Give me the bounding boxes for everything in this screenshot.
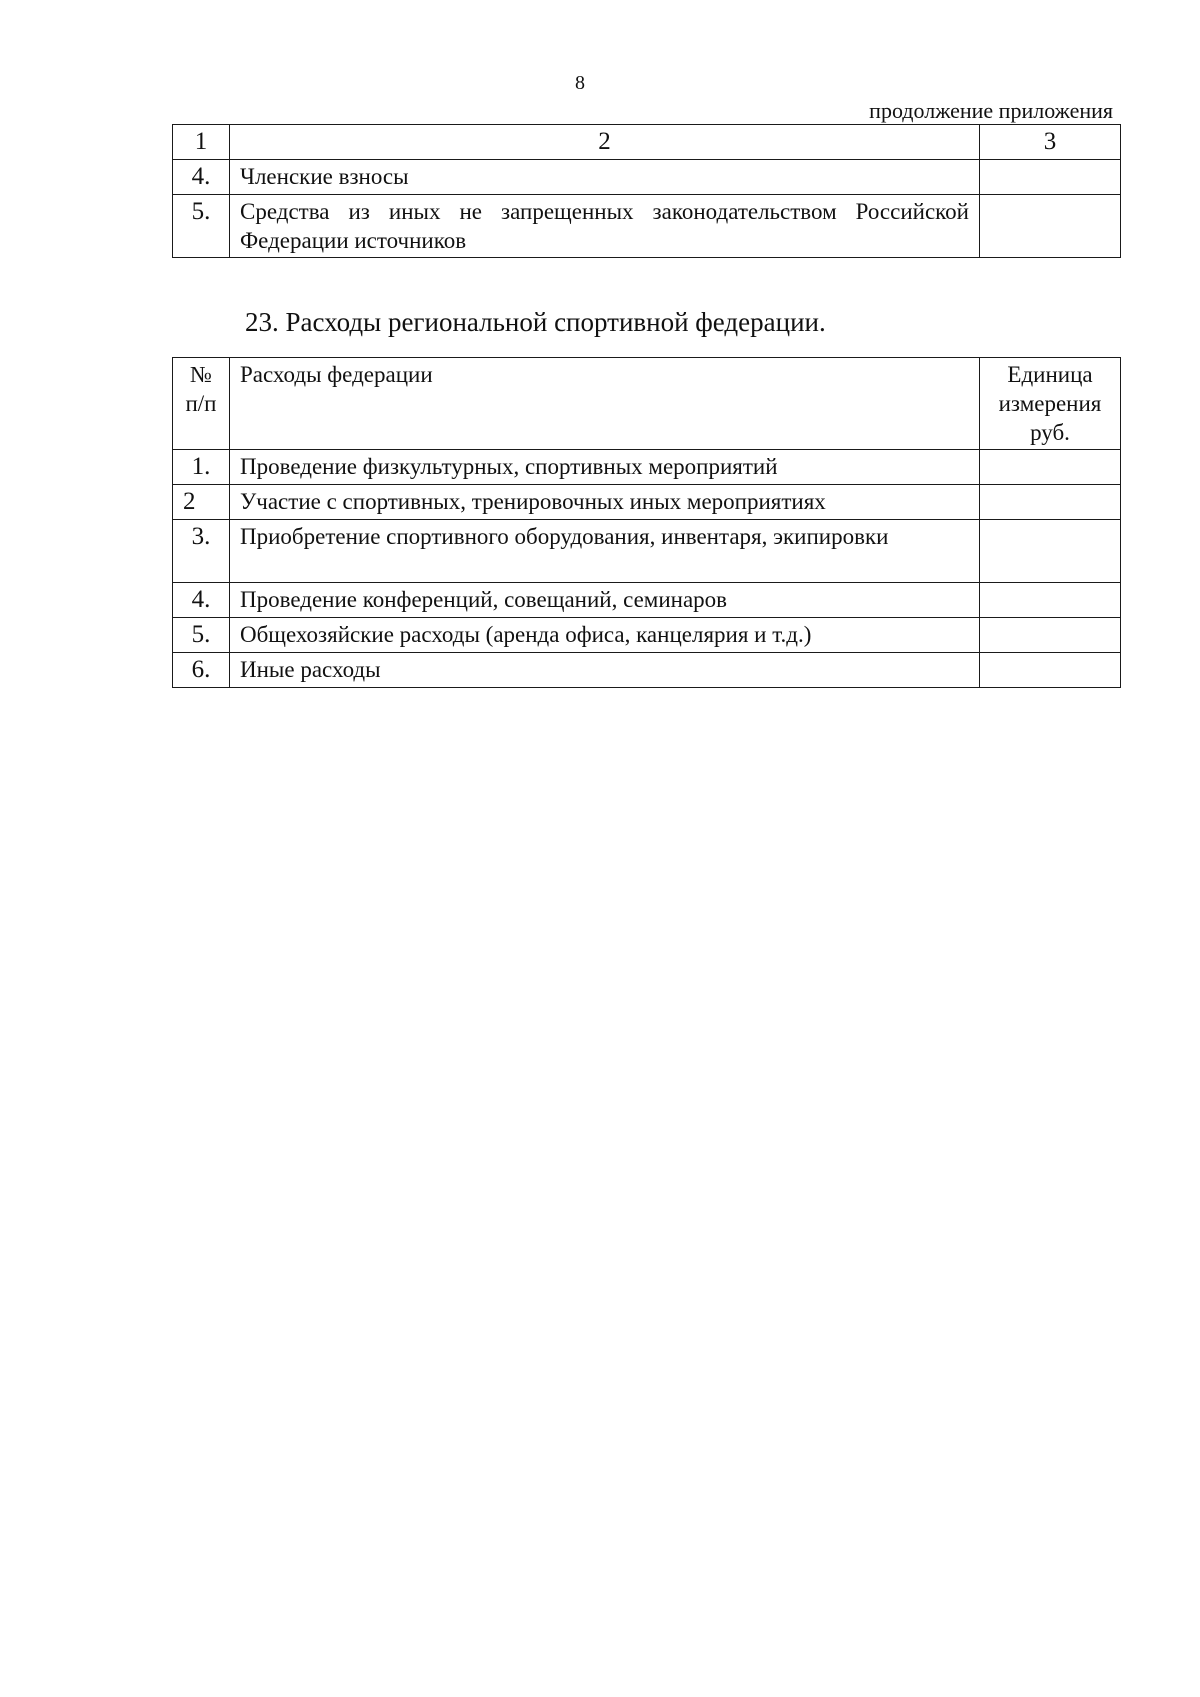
table-row: [173, 450, 1121, 485]
row-value-cell[interactable]: [980, 450, 1121, 485]
row-description: Проведение физкультурных, спортивных мероприятий: [230, 450, 980, 485]
row-description: Приобретение спортивного оборудования, инвентаря, экипировки: [230, 520, 980, 583]
header-unit-label: Единица измерения руб.: [980, 358, 1121, 450]
table-row: [173, 618, 1121, 653]
table-row: [173, 583, 1121, 618]
table-header-row: [173, 125, 1121, 160]
row-number: 5.: [173, 195, 230, 258]
row-description: Средства из иных не запрещенных законодательством Российской Федерации источников: [230, 195, 980, 258]
table-row: [173, 160, 1121, 195]
row-number: 6.: [173, 653, 230, 688]
income-table-continued: [172, 124, 1121, 258]
row-number: 5.: [173, 618, 230, 653]
header-expenses-label: Расходы федерации: [230, 358, 980, 450]
column-number-1: 1: [173, 125, 230, 160]
table-row: [173, 195, 1121, 258]
section-heading: 23. Расходы региональной спортивной федерации.: [245, 307, 826, 337]
table-row: [173, 653, 1121, 688]
table-row: [173, 485, 1121, 520]
row-description: Проведение конференций, совещаний, семинаров: [230, 583, 980, 618]
row-number: 4.: [173, 583, 230, 618]
header-number-label: № п/п: [173, 358, 230, 450]
column-number-2: 2: [230, 125, 980, 160]
federation-expenses-table: [172, 357, 1121, 688]
row-value-cell[interactable]: [980, 520, 1121, 583]
row-description: Иные расходы: [230, 653, 980, 688]
row-value-cell[interactable]: [980, 160, 1121, 195]
page-number: 8: [575, 72, 585, 94]
row-description: Общехозяйские расходы (аренда офиса, канцелярия и т.д.): [230, 618, 980, 653]
row-number: 2: [173, 485, 230, 520]
row-description: Участие с спортивных, тренировочных иных мероприятиях: [230, 485, 980, 520]
row-value-cell[interactable]: [980, 583, 1121, 618]
table-row: [173, 520, 1121, 583]
row-number: 1.: [173, 450, 230, 485]
row-value-cell[interactable]: [980, 485, 1121, 520]
row-value-cell[interactable]: [980, 653, 1121, 688]
column-number-3: 3: [980, 125, 1121, 160]
row-value-cell[interactable]: [980, 618, 1121, 653]
row-description: Членские взносы: [230, 160, 980, 195]
row-number: 3.: [173, 520, 230, 583]
table-header-row: [173, 358, 1121, 450]
row-number: 4.: [173, 160, 230, 195]
continuation-note: продолжение приложения: [869, 98, 1113, 123]
row-value-cell[interactable]: [980, 195, 1121, 258]
